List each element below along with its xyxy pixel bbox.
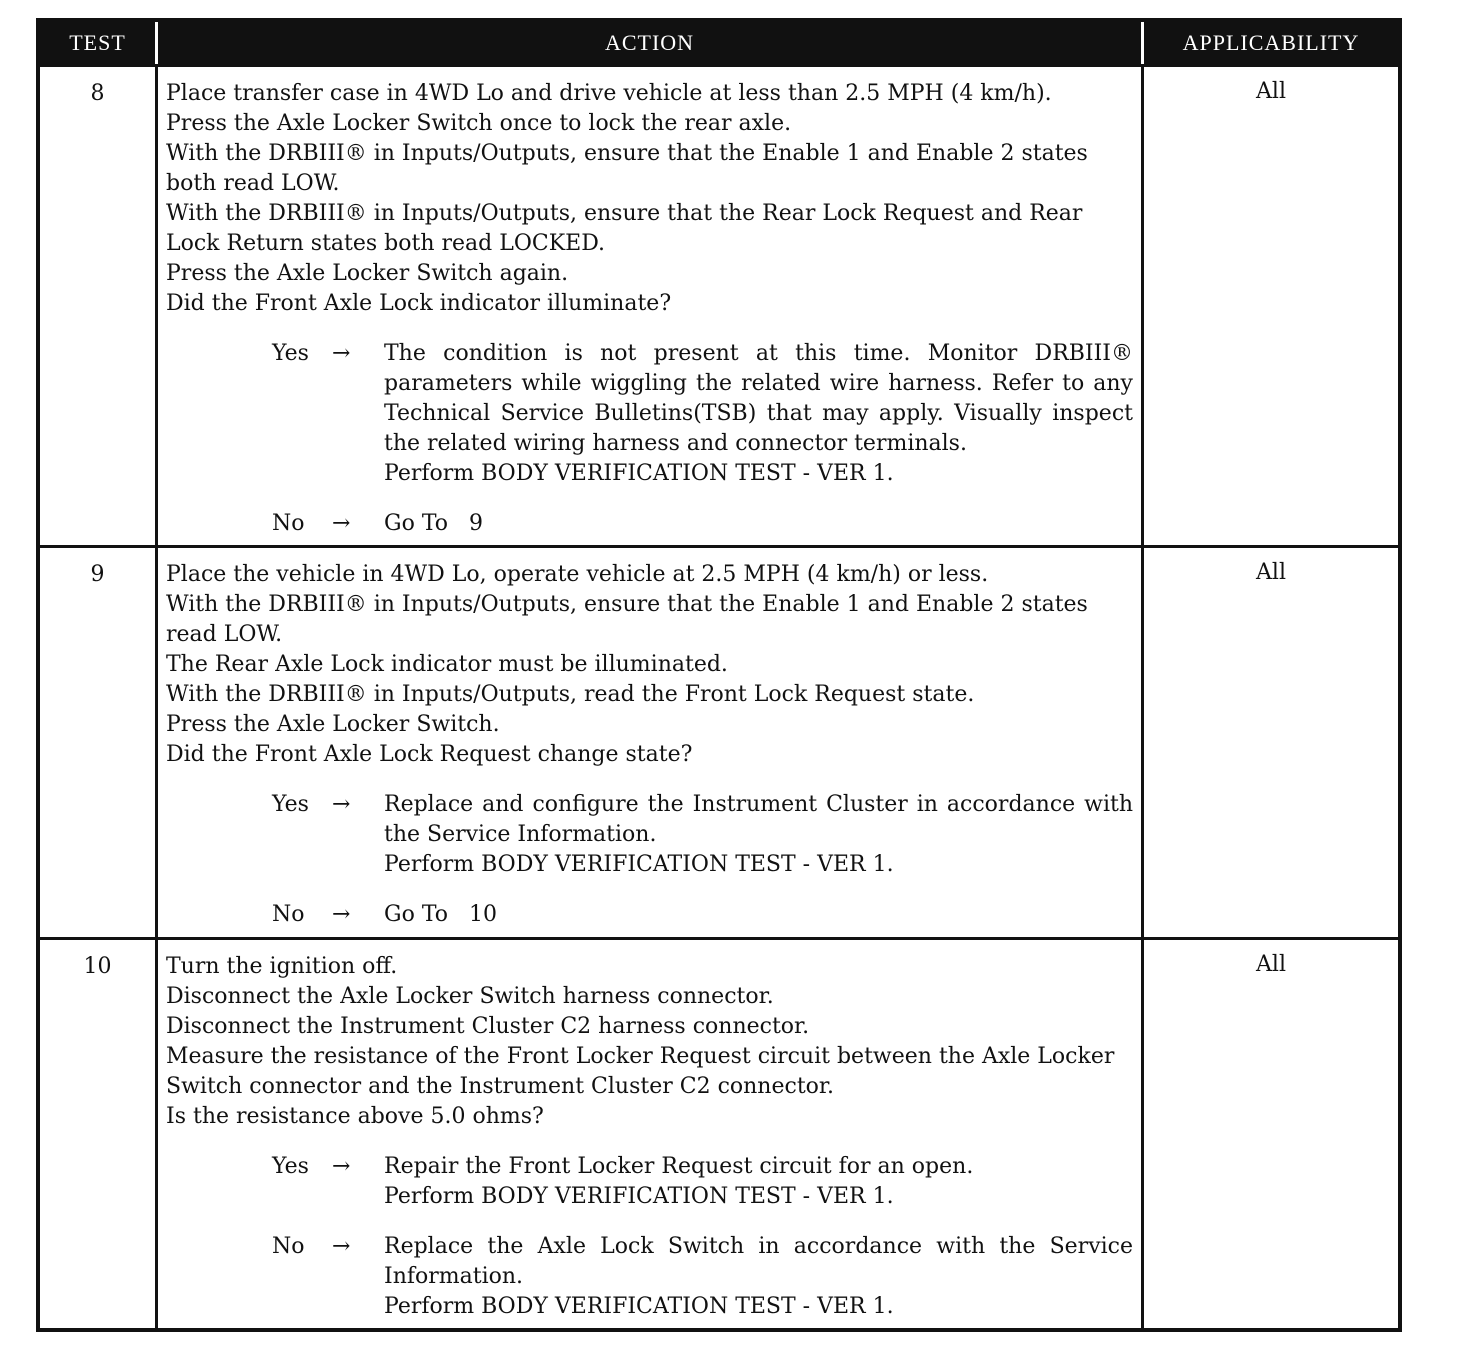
action-step: Did the Front Axle Lock indicator illuminate?: [166, 291, 672, 316]
result-yes-label: Yes: [272, 1154, 309, 1179]
result-no-label: No: [272, 511, 305, 536]
result-line: Go To 10: [384, 902, 497, 927]
result-line: Perform BODY VERIFICATION TEST - VER 1.: [384, 852, 894, 877]
result-line: Information.: [384, 1264, 524, 1289]
action-step: The Rear Axle Lock indicator must be illuminated.: [166, 652, 728, 677]
right-arrow-icon: →: [332, 792, 351, 817]
right-arrow-icon: →: [332, 902, 351, 927]
table-header: [40, 22, 1398, 64]
action-step: Measure the resistance of the Front Locker Request circuit between the Axle Locker: [166, 1044, 1115, 1069]
header-test: TEST: [40, 22, 158, 64]
result-no-label: No: [272, 1234, 305, 1259]
result-yes-label: Yes: [272, 792, 309, 817]
result-yes: [166, 339, 1133, 489]
action-step: With the DRBIII® in Inputs/Outputs, ensure that the Rear Lock Request and Rear: [166, 201, 1083, 226]
result-no: [166, 509, 1133, 539]
action-step: Did the Front Axle Lock Request change state?: [166, 742, 693, 767]
result-yes-text: [384, 339, 1133, 489]
result-no-label: No: [272, 902, 305, 927]
result-yes: [166, 1152, 1133, 1212]
result-yes-label: Yes: [272, 341, 309, 366]
action-step: With the DRBIII® in Inputs/Outputs, ensure that the Enable 1 and Enable 2 states: [166, 141, 1088, 166]
test-action: [158, 940, 1144, 1328]
result-yes-text: [384, 790, 1133, 880]
result-line: Technical Service Bulletins(TSB) that may apply. Visually inspect: [384, 401, 1133, 426]
result-no: [166, 1232, 1133, 1322]
result-line: Perform BODY VERIFICATION TEST - VER 1.: [384, 1294, 894, 1319]
result-line: the related wiring harness and connector terminals.: [384, 431, 967, 456]
test-row-8: [40, 64, 1398, 545]
result-line: Repair the Front Locker Request circuit for an open.: [384, 1154, 974, 1179]
action-step: Press the Axle Locker Switch once to lock the rear axle.: [166, 111, 792, 136]
action-step: With the DRBIII® in Inputs/Outputs, ensure that the Enable 1 and Enable 2 states: [166, 592, 1088, 617]
result-no-text: [384, 1232, 1133, 1322]
result-line: parameters while wiggling the related wire harness. Refer to any: [384, 371, 1133, 396]
action-step: Press the Axle Locker Switch again.: [166, 261, 569, 286]
result-no: [166, 900, 1133, 930]
header-applicability: APPLICABILITY: [1182, 30, 1360, 55]
result-line: Replace the Axle Lock Switch in accordance with the Service: [384, 1234, 1133, 1259]
test-number: 8: [40, 67, 158, 545]
test-action: [158, 548, 1144, 937]
result-yes-text: [384, 1152, 1133, 1212]
action-step: both read LOW.: [166, 171, 340, 196]
action-step: Press the Axle Locker Switch.: [166, 712, 500, 737]
result-no-text: [384, 509, 1133, 539]
test-row-10: [40, 937, 1398, 1328]
action-step: With the DRBIII® in Inputs/Outputs, read the Front Lock Request state.: [166, 682, 975, 707]
result-no-text: [384, 900, 1133, 930]
result-line: Perform BODY VERIFICATION TEST - VER 1.: [384, 1184, 894, 1209]
test-number: 10: [40, 940, 158, 1328]
diagnostic-test-table: [36, 18, 1402, 1332]
action-step: Place transfer case in 4WD Lo and drive vehicle at less than 2.5 MPH (4 km/h).: [166, 81, 1052, 106]
right-arrow-icon: →: [332, 341, 351, 366]
test-applicability: All: [1256, 952, 1286, 977]
result-line: The condition is not present at this time. Monitor DRBIII®: [384, 341, 1133, 366]
action-step: Disconnect the Instrument Cluster C2 harness connector.: [166, 1014, 810, 1039]
header-action: ACTION: [158, 22, 1144, 64]
action-step: Place the vehicle in 4WD Lo, operate vehicle at 2.5 MPH (4 km/h) or less.: [166, 562, 989, 587]
test-number: 9: [40, 548, 158, 937]
test-applicability: All: [1256, 79, 1286, 104]
right-arrow-icon: →: [332, 1154, 351, 1179]
right-arrow-icon: →: [332, 1234, 351, 1259]
action-step: Disconnect the Axle Locker Switch harness connector.: [166, 984, 774, 1009]
action-step: Is the resistance above 5.0 ohms?: [166, 1104, 544, 1129]
action-step: read LOW.: [166, 622, 283, 647]
result-line: Replace and configure the Instrument Cluster in accordance with: [384, 792, 1133, 817]
action-step: Turn the ignition off.: [166, 954, 398, 979]
result-line: Go To 9: [384, 511, 483, 536]
test-action: [158, 67, 1144, 545]
test-applicability: All: [1256, 560, 1286, 585]
test-row-9: [40, 545, 1398, 937]
right-arrow-icon: →: [332, 511, 351, 536]
result-line: Perform BODY VERIFICATION TEST - VER 1.: [384, 461, 894, 486]
result-line: the Service Information.: [384, 822, 657, 847]
action-step: Switch connector and the Instrument Cluster C2 connector.: [166, 1074, 834, 1099]
result-yes: [166, 790, 1133, 880]
action-step: Lock Return states both read LOCKED.: [166, 231, 606, 256]
